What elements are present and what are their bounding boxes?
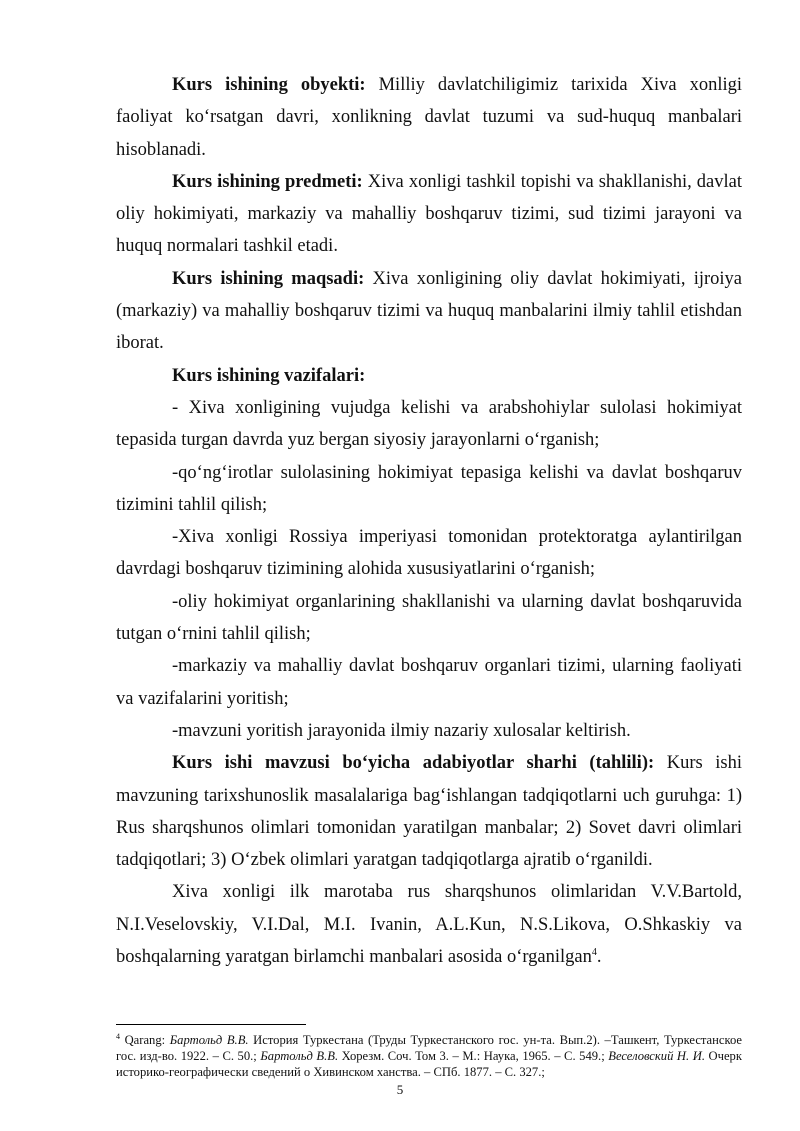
paragraph-goal [116,263,742,360]
footnote-author: Бартольд В.В. [169,1033,249,1047]
paragraph-text: Xiva xonligi ilk marotaba rus sharqshunos olimlaridan V.V.Bartold, N.I.Veselovskiy, V.I.Dal, M.I. Ivanin, A.L.Kun, N.S.Likova, O.Shkaskiy va boshqalarning yaratgan birlamchi manbalari asosida o‘rganilgan [116,882,742,968]
paragraph-object [116,69,742,166]
paragraph-text: Xiva xonligi tashkil topishi va shakllanishi, davlat oliy hokimiyati, markaziy va mahalliy boshqaruv tizimi, sud tizimi jarayoni va huquq normalari tashkil etadi. [116,171,743,257]
footnote-ref[interactable]: 4 [591,946,597,958]
heading-literature: Kurs ishi mavzusi bo‘yicha adabiyotlar sharhi (tahlili): [172,753,655,774]
footnote-author: Бартольд В.В. [260,1049,339,1063]
paragraph-text: Kurs ishi mavzuning tarixshunoslik masalalariga bag‘ishlangan tadqiqotlarni uch guruhga: 1) Rus sharqshunos olimlari tomonidan yaratilgan manbalar; 2) Sovet davri olimlari tadqiqotlari; 3) O‘zbek olimlari yaratgan tadqiqotlarga ajratib o‘rganildi. [116,753,743,871]
heading-object: Kurs ishining obyekti: [172,75,366,95]
footnote-text: История Туркестана (Труды Туркестанского гос. ун-та. Вып.2). –Ташкент, Туркестанское гос. изд-во. 1922. – С. 50.; [116,1033,743,1063]
task-item [116,521,742,586]
task-item [116,392,742,457]
task-item [116,586,742,651]
task-text: -Xiva xonligi Rossiya imperiyasi tomonidan protektoratga aylantirilgan davrdagi boshqaruv tizimining alohida xususiyatlarini o‘rganish; [116,527,742,580]
paragraph-literature [116,747,742,876]
page-number: 5 [396,1082,404,1097]
footnote-author: Веселовский Н. И. [608,1049,705,1063]
footnote-number: 4 [116,1031,120,1041]
paragraph-end: . [596,947,602,968]
footnote-text: Очерк историко-географически сведений о Хивинском ханства. – СПб. 1877. – С. 327.; [116,1049,742,1079]
heading-tasks: Kurs ishining vazifalari: [172,365,366,386]
task-text: -mavzuni yoritish jarayonida ilmiy nazariy xulosalar keltirish. [172,720,631,741]
task-text: -qo‘ng‘irotlar sulolasining hokimiyat tepasiga kelishi va davlat boshqaruv tizimini tahlil qilish; [116,462,742,515]
footnote-text: Хорезм. Соч. Том 3. – М.: Наука, 1965. – С. 549.; [338,1049,609,1063]
footnote-text: Qarang: [120,1033,170,1047]
task-item [116,457,742,522]
paragraph-text: Milliy davlatchiligimiz tarixida Xiva xonligi faoliyat ko‘rsatgan davri, xonlikning davlat tuzumi va sud-huquq manbalari hisoblanadi. [116,75,742,160]
heading-subject: Kurs ishining predmeti: [172,171,363,192]
paragraph-tasks-heading [116,360,742,392]
task-text: - Xiva xonligining vujudga kelishi va arabshohiylar sulolasi hokimiyat tepasida turgan davrda yuz bergan siyosiy jarayonlarni o‘rganish; [116,397,742,451]
footnote [116,1032,742,1080]
task-item [116,650,742,715]
body-text [116,69,742,973]
task-text: -oliy hokimiyat organlarining shakllanishi va ularning davlat boshqaruvida tutgan o‘rnini tahlil qilish; [116,591,742,645]
paragraph-text: Xiva xonligining oliy davlat hokimiyati, ijroiya (markaziy) va mahalliy boshqaruv tizimi va huquq manbalarini ilmiy tahlil etishdan iborat. [116,268,742,354]
heading-goal: Kurs ishining maqsadi: [172,268,365,289]
task-text: -markaziy va mahalliy davlat boshqaruv organlari tizimi, ularning faoliyati va vazifalarini yoritish; [116,656,742,709]
paragraph-sources [116,876,742,973]
task-item [116,715,742,747]
paragraph-subject [116,166,742,263]
footnote-separator [116,1024,306,1025]
